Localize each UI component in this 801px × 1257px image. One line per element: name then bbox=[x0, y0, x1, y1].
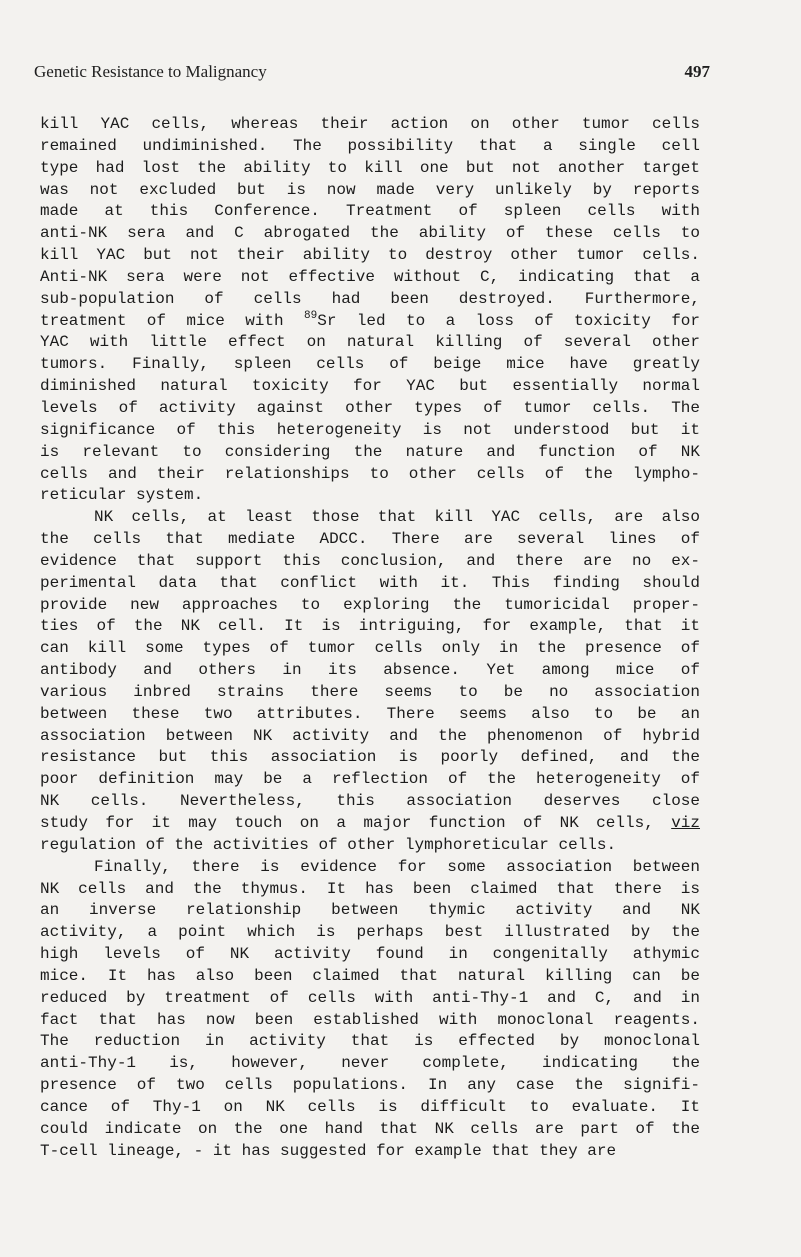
text-line: reticular system. bbox=[40, 486, 204, 505]
superscript: 89 bbox=[304, 309, 318, 322]
text-line: T-cell lineage, - it has suggested for example that they are bbox=[40, 1141, 617, 1160]
text-line: YAC with little effect on natural killing of several other bbox=[40, 333, 700, 352]
text-line: diminished natural toxicity for YAC but essentially normal bbox=[40, 377, 700, 396]
text-line: NK cells. Nevertheless, this association deserves close bbox=[40, 792, 700, 811]
text-line: association between NK activity and the phenomenon of hybrid bbox=[40, 726, 700, 745]
text-line: fact that has now been established with monoclonal reagents. bbox=[40, 1010, 700, 1029]
text-line: high levels of NK activity found in congenitally athymic bbox=[40, 945, 700, 964]
text-line: cells and their relationships to other cells of the lympho- bbox=[40, 464, 700, 483]
text-line: levels of activity against other types of tumor cells. The bbox=[40, 398, 700, 417]
text-line: can kill some types of tumor cells only in the presence of bbox=[40, 639, 700, 658]
text-segment: Sr led to a loss of toxicity for bbox=[317, 311, 701, 330]
text-line: provide new approaches to exploring the tumoricidal proper- bbox=[40, 595, 700, 614]
text-line: anti-NK sera and C abrogated the ability of these cells to bbox=[40, 224, 700, 243]
text-line: NK cells and the thymus. It has been claimed that there is bbox=[40, 879, 700, 898]
text-line: remained undiminished. The possibility that a single cell bbox=[40, 136, 700, 155]
text-segment: treatment of mice with bbox=[40, 311, 305, 330]
text-line: NK cells, at least those that kill YAC cells, are also bbox=[94, 508, 700, 527]
text-line: various inbred strains there seems to be no association bbox=[40, 682, 700, 701]
text-line: anti-Thy-1 is, however, never complete, indicating the bbox=[40, 1054, 700, 1073]
running-header bbox=[34, 62, 710, 82]
running-title: Genetic Resistance to Malignancy bbox=[34, 62, 267, 81]
body-text bbox=[40, 114, 700, 1163]
text-line: resistance but this association is poorly defined, and the bbox=[40, 748, 700, 767]
text-line: type had lost the ability to kill one but not another target bbox=[40, 158, 700, 177]
text-line: poor definition may be a reflection of the heterogeneity of bbox=[40, 770, 700, 789]
text-line: evidence that support this conclusion, and there are no ex- bbox=[40, 551, 700, 570]
text-line: Finally, there is evidence for some association between bbox=[94, 857, 700, 876]
text-line: ties of the NK cell. It is intriguing, for example, that it bbox=[40, 617, 700, 636]
text-line: is relevant to considering the nature and function of NK bbox=[40, 442, 700, 461]
text-line: sub-population of cells had been destroyed. Furthermore, bbox=[40, 289, 700, 308]
text-line: presence of two cells populations. In any case the signifi- bbox=[40, 1076, 700, 1095]
text-line: Anti-NK sera were not effective without C, indicating that a bbox=[40, 267, 700, 286]
text-segment: study for it may touch on a major function of NK cells, bbox=[40, 814, 672, 832]
text-line: mice. It has also been claimed that natural killing can be bbox=[40, 966, 700, 985]
text-line: significance of this heterogeneity is not understood but it bbox=[40, 420, 700, 439]
text-line: cance of Thy-1 on NK cells is difficult to evaluate. It bbox=[40, 1097, 700, 1116]
text-line: regulation of the activities of other lymphoreticular cells. bbox=[40, 835, 617, 854]
text-line: the cells that mediate ADCC. There are several lines of bbox=[40, 530, 700, 549]
underlined-text: viz bbox=[671, 814, 700, 832]
page-number: 497 bbox=[684, 62, 710, 81]
text-line: antibody and others in its absence. Yet among mice of bbox=[40, 661, 700, 680]
text-line: between these two attributes. There seems also to be an bbox=[40, 704, 700, 723]
text-line: kill YAC cells, whereas their action on other tumor cells bbox=[40, 115, 700, 133]
text-line: was not excluded but is now made very unlikely by reports bbox=[40, 180, 700, 199]
text-line bbox=[40, 813, 700, 835]
text-line: tumors. Finally, spleen cells of beige mice have greatly bbox=[40, 355, 700, 374]
text-line: perimental data that conflict with it. This finding should bbox=[40, 573, 700, 592]
text-line: activity, a point which is perhaps best illustrated by the bbox=[40, 923, 700, 942]
text-line: The reduction in activity that is effected by monoclonal bbox=[40, 1032, 700, 1051]
text-line: an inverse relationship between thymic activity and NK bbox=[40, 901, 700, 920]
text-line bbox=[40, 311, 700, 333]
text-line: kill YAC but not their ability to destroy other tumor cells. bbox=[40, 246, 700, 265]
text-line: could indicate on the one hand that NK cells are part of the bbox=[40, 1119, 700, 1138]
text-line: reduced by treatment of cells with anti-Thy-1 and C, and in bbox=[40, 988, 700, 1007]
text-line: made at this Conference. Treatment of spleen cells with bbox=[40, 202, 700, 221]
